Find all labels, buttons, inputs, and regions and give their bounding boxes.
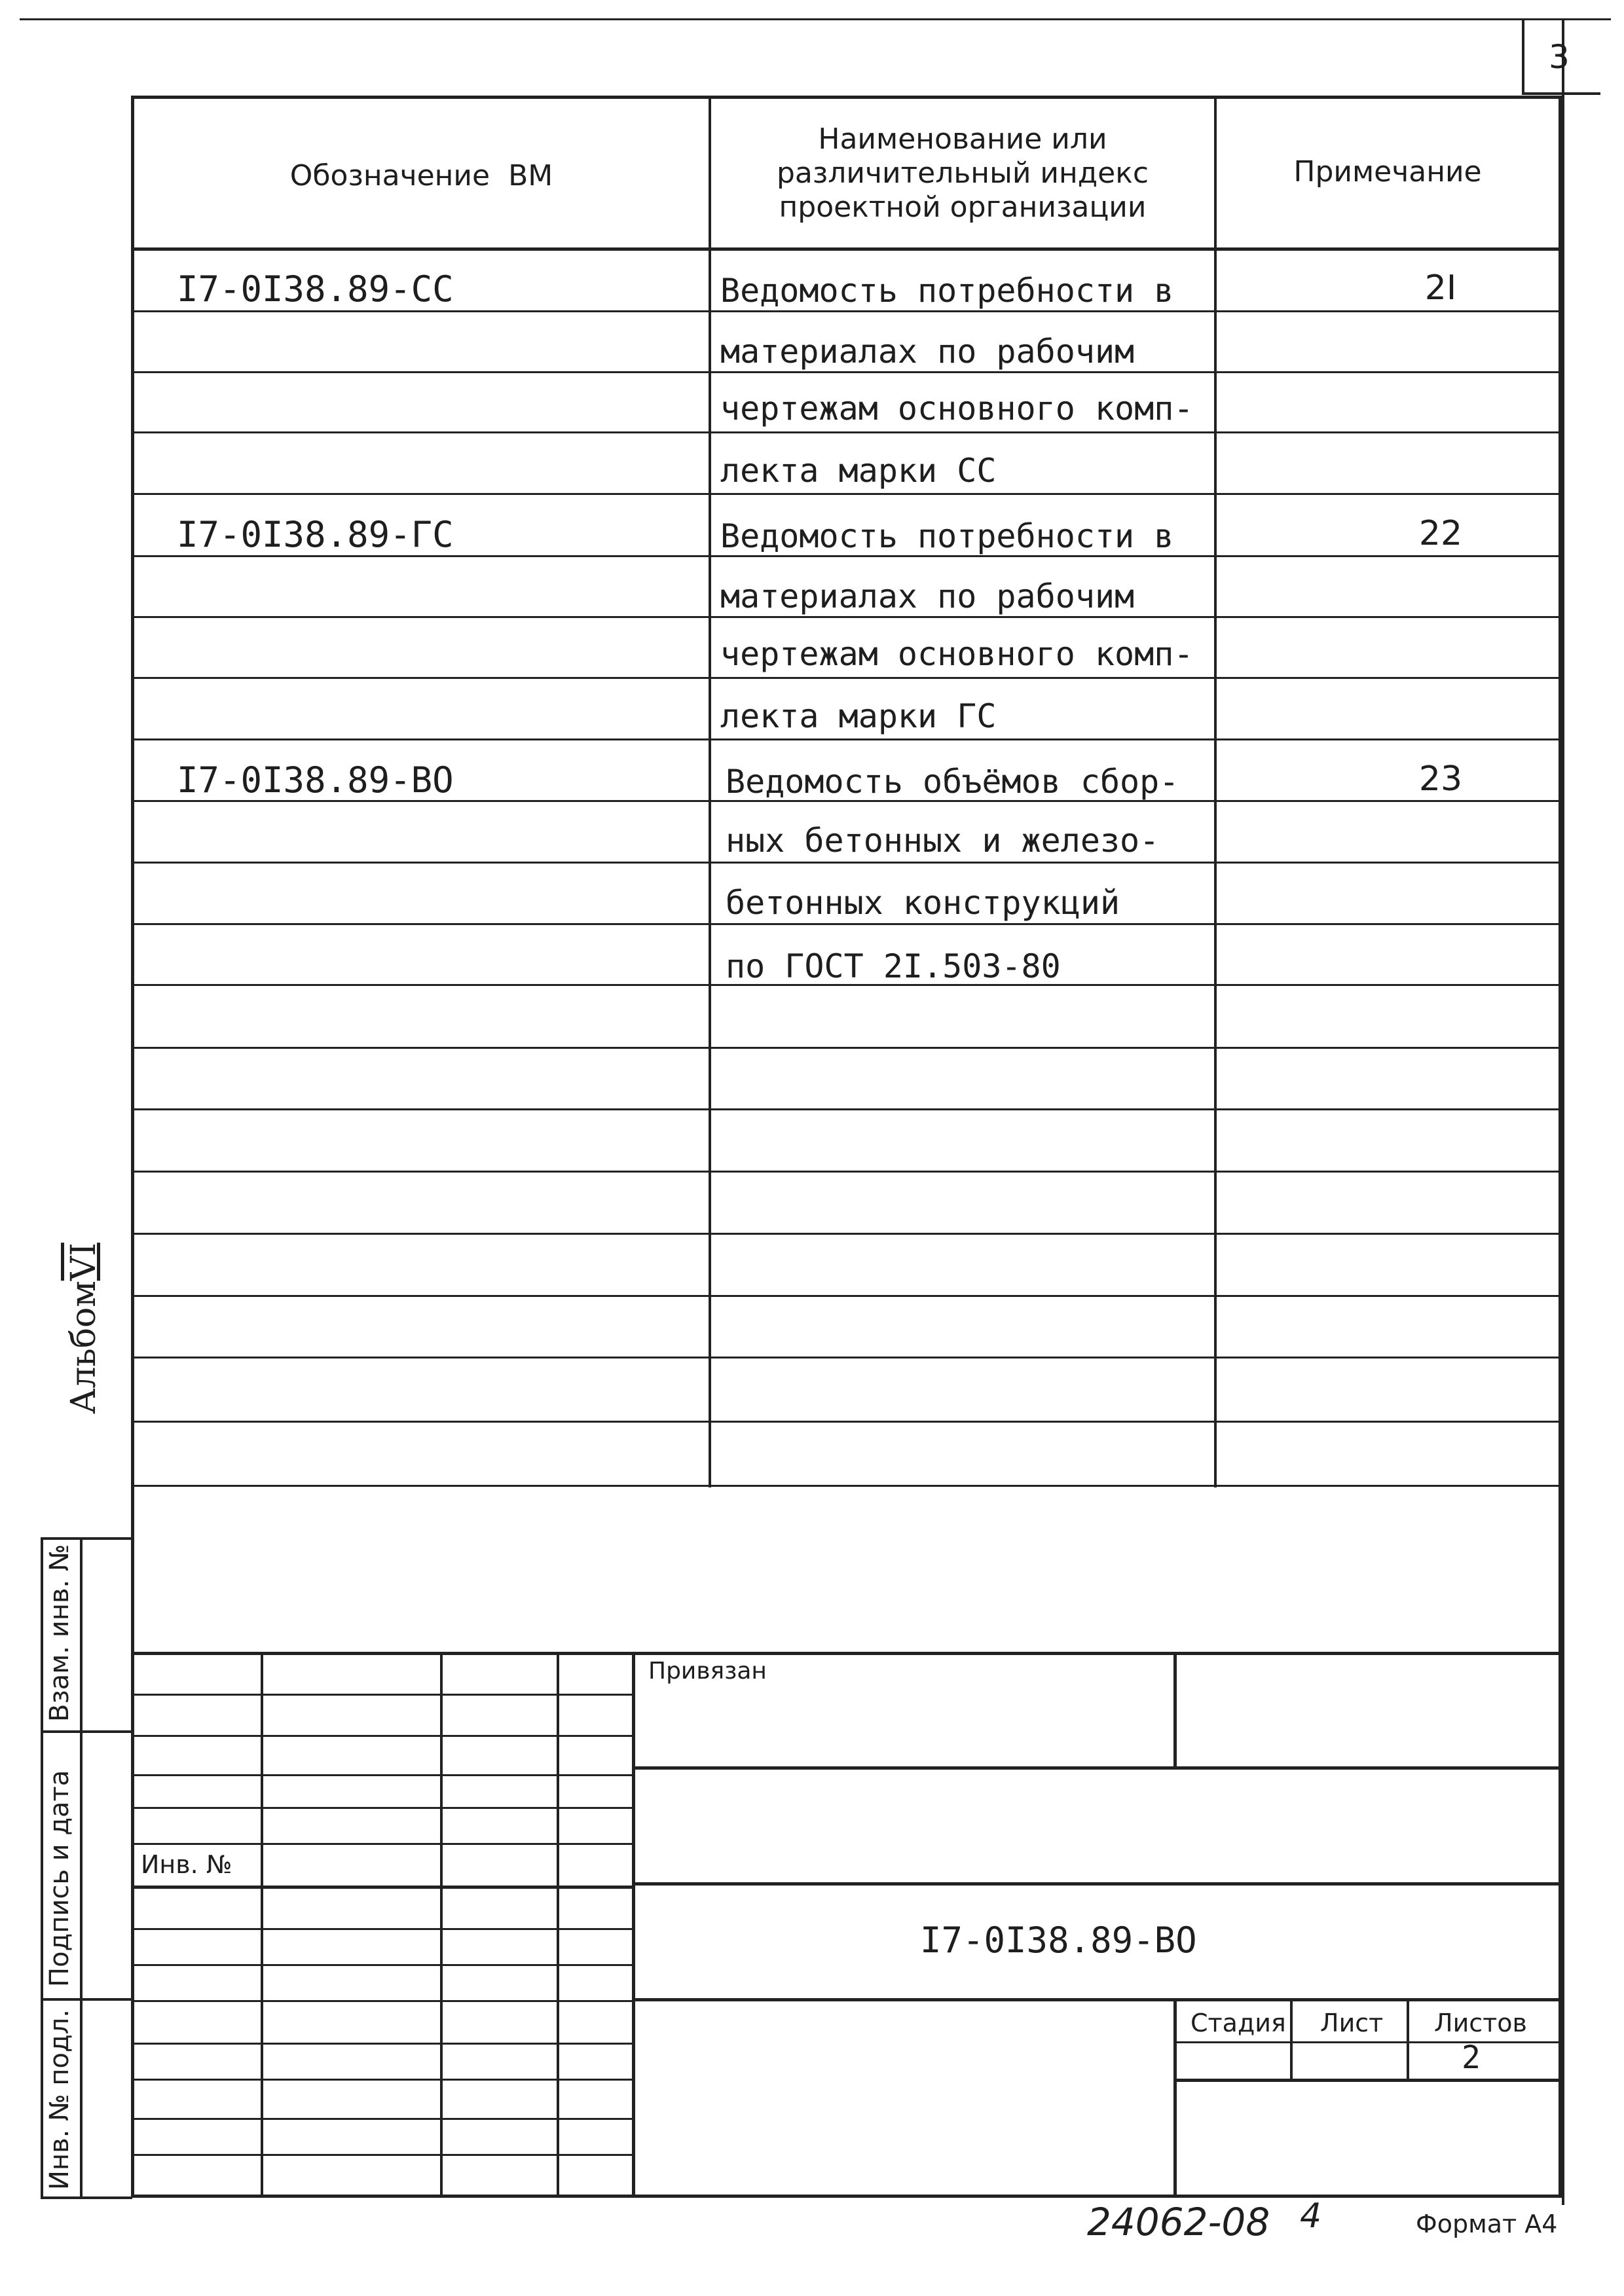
stamp-vline	[632, 1652, 635, 2195]
stamp-row-line	[131, 1774, 634, 1776]
stamp-top-line	[131, 1652, 1562, 1655]
row-text-line: Ведомость потребности в	[720, 272, 1174, 310]
stamp-row-line	[131, 1886, 634, 1889]
row-note: 23	[1418, 759, 1463, 799]
row-text-line: чертежам основного комп-	[720, 635, 1194, 673]
stamp-vline	[261, 1652, 263, 2195]
sheet-label: Лист	[1320, 2009, 1384, 2037]
header-note: Примечание	[1293, 155, 1482, 189]
table-row-line	[131, 493, 1562, 495]
handwritten-suffix: 4	[1300, 2196, 1322, 2236]
row-text-line: ных бетонных и железо-	[726, 822, 1160, 860]
row-text-line: материалах по рабочим	[720, 577, 1135, 615]
inv-no-label: Инв. №	[141, 1850, 232, 1879]
stamp-vline	[557, 1652, 559, 2195]
stamp-privyazan-right	[1173, 1652, 1177, 1768]
side-stamp-left	[41, 1537, 43, 2198]
stamp-row-line	[131, 2154, 634, 2156]
stamp-vline	[1290, 1998, 1293, 2080]
table-row-line	[131, 1421, 1562, 1423]
privyazan-label: Привязан	[648, 1658, 767, 1685]
row-text-line: Ведомость объёмов сбор-	[726, 763, 1179, 801]
col-separator-1	[709, 96, 711, 1487]
stamp-row-line	[131, 2118, 634, 2120]
vzam-inv-label: Взам. инв. №	[45, 1544, 75, 1722]
stamp-line	[1173, 2079, 1562, 2082]
stamp-line	[632, 1882, 1562, 1886]
podpis-data-label: Подпись и дата	[45, 1770, 75, 1987]
row-text-line: материалах по рабочим	[720, 333, 1135, 371]
side-stamp-inner	[80, 1537, 83, 2198]
stamp-vline	[1407, 1998, 1409, 2080]
table-row-line	[131, 1171, 1562, 1173]
top-border-line	[20, 18, 1611, 20]
table-row-line	[131, 1295, 1562, 1297]
table-row-line	[131, 677, 1562, 679]
stamp-line	[1173, 2041, 1562, 2043]
format-label: Формат А4	[1416, 2210, 1558, 2238]
row-note: 2I	[1424, 268, 1457, 308]
table-row-line	[131, 310, 1562, 312]
main-frame-top	[131, 96, 1564, 99]
stamp-line	[632, 1766, 1562, 1770]
header-name-line: проектной организации	[779, 191, 1147, 224]
stamp-vline	[1173, 1998, 1177, 2195]
stamp-line	[632, 1998, 1562, 2001]
sheets-value: 2	[1462, 2039, 1481, 2076]
header-designation: Обозначение ВМ	[289, 159, 553, 192]
row-code: I7-0I38.89-ВО	[177, 759, 454, 801]
row-text-line: Ведомость потребности в	[720, 517, 1174, 555]
row-code: I7-0I38.89-СС	[177, 268, 454, 310]
album-label	[64, 1243, 103, 1414]
row-text-line: лекта марки СС	[720, 452, 997, 490]
table-row-line	[131, 555, 1562, 557]
table-row-line	[131, 1047, 1562, 1049]
table-row-line	[131, 1108, 1562, 1110]
row-text-line: лекта марки ГС	[720, 697, 997, 735]
stamp-row-line	[131, 1694, 634, 1696]
album-number: VI	[64, 1243, 103, 1281]
stage-label: Стадия	[1190, 2009, 1286, 2037]
stamp-row-line	[131, 2000, 634, 2002]
row-text-line: по ГОСТ 2I.503-80	[726, 947, 1061, 985]
stamp-row-line	[131, 2079, 634, 2081]
side-stamp-bottom	[41, 2196, 132, 2199]
stamp-row-line	[131, 2043, 634, 2045]
table-row-line	[131, 738, 1562, 740]
stamp-designation: I7-0I38.89-ВО	[920, 1920, 1197, 1961]
header-name-line: Наименование или	[818, 122, 1107, 156]
side-stamp-line	[41, 1730, 132, 1733]
table-row-line	[131, 371, 1562, 373]
page-number-box-left	[1522, 18, 1524, 94]
page-number: 3	[1549, 38, 1570, 76]
header-name-line: различительный индекс	[776, 156, 1149, 190]
header-bottom-line	[131, 247, 1562, 251]
stamp-row-line	[131, 1843, 634, 1845]
table-row-line	[131, 616, 1562, 618]
row-code: I7-0I38.89-ГС	[177, 514, 454, 555]
table-row-line	[131, 431, 1562, 433]
row-text-line: бетонных конструкций	[726, 884, 1120, 922]
sheets-label: Листов	[1434, 2009, 1527, 2037]
right-outer-border	[1562, 18, 1564, 2205]
stamp-row-line	[131, 1964, 634, 1966]
side-stamp-line	[41, 1998, 132, 2001]
side-stamp-top	[41, 1537, 132, 1540]
table-row-line	[131, 1485, 1562, 1487]
stamp-vline	[440, 1652, 443, 2195]
header-name	[711, 122, 1214, 225]
stamp-row-line	[131, 1807, 634, 1809]
main-frame-left	[131, 96, 134, 2197]
main-frame-bottom	[131, 2195, 1562, 2198]
album-text: Альбом	[64, 1281, 103, 1414]
stamp-row-line	[131, 1928, 634, 1930]
col-separator-2	[1214, 96, 1217, 1487]
table-row-line	[131, 923, 1562, 925]
table-row-line	[131, 862, 1562, 864]
inv-podl-label: Инв. № подл.	[45, 2009, 75, 2190]
table-row-line	[131, 1233, 1562, 1235]
row-text-line: чертежам основного комп-	[720, 390, 1194, 428]
page-number-box-bottom	[1522, 92, 1600, 95]
row-note: 22	[1418, 514, 1463, 553]
table-row-line	[131, 1357, 1562, 1358]
stamp-row-line	[131, 1735, 634, 1737]
handwritten-number: 24062-08	[1087, 2200, 1270, 2244]
